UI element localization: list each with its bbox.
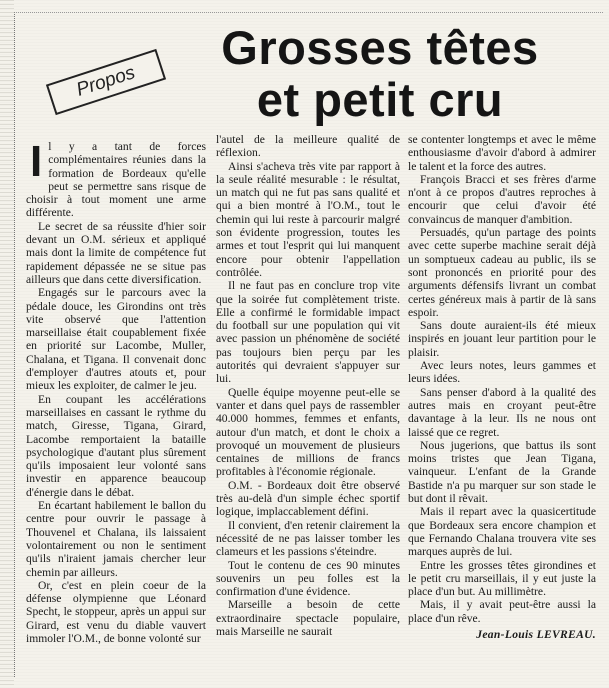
article-column-3 xyxy=(408,133,596,641)
scan-edge xyxy=(0,0,14,688)
article-column-2 xyxy=(216,133,400,638)
paragraph: Mais il repart avec la quasicertitude que Bordeaux sera encore champion et que Fernando Chalana trouvera vite ses marques auprès de lui. xyxy=(408,505,596,559)
paragraph: Tout le contenu de ces 90 minutes souvenirs un peu folles est la confirmation d'une évidence. xyxy=(216,558,400,599)
paragraph: O.M. - Bordeaux doit être observé très au-delà d'un simple échec sportif logique, implaccablement défini. xyxy=(216,478,400,519)
paragraph: Engagés sur le parcours avec la pédale douce, les Girondins ont très vite observé que l'attention marseillaise était coupablement fixée en priorité sur Lacombe, Muller, Chalana, et Tigana. Il convenait donc d'employer d'autres atouts et, pour mieux les exploiter, de calmer le jeu. xyxy=(26,286,206,393)
paragraph: Ainsi s'acheva très vite par rapport à la seule réalité mesurable : le résultat, un match qui ne fut pas sans qualité et qui a bien montré à l'O.M., tout le chemin qui lui reste à parcourir malgré son évidente progression, toutes les armes et tout l'esprit qui lui manquent encore pour obtenir l'appellation contrôlée. xyxy=(216,159,400,279)
headline-line-2: et petit cru xyxy=(256,73,504,126)
paragraph: En coupant les accélérations marseillaises en cassant le rythme du match, Giresse, Tigana, Girard, Lacombe remportaient la bataille psychologique d'autant plus sûrement qu'ils imposaient leur volonté sans investir en apparence beaucoup d'énergie dans le débat. xyxy=(26,392,206,499)
paragraph: En écartant habilement le ballon du centre pour ouvrir le passage à Thouvenel et Chalana, ils laissaient volontairement ou non le sentiment qu'ils n'iraient jamais chercher leur chemin par ailleurs. xyxy=(26,499,206,579)
paragraph: Mais, il y avait peut-être aussi la place d'un rêve. xyxy=(408,598,596,625)
paragraph: Entre les grosses têtes girondines et le petit cru marseillais, il y eut juste la place d'un but. Au millimètre. xyxy=(408,558,596,599)
drop-cap: I xyxy=(30,137,43,186)
paragraph: Persuadés, qu'un partage des points avec cette superbe machine serait déjà un somptueux cadeau au public, ils se sont prononcés en priorité pour des arguments défensifs livrant un combat certes généreux mais à partir de là sans espoir. xyxy=(408,226,596,319)
headline-line-1: Grosses têtes xyxy=(221,21,539,74)
section-tag: Propos xyxy=(46,49,166,115)
paragraph: Il ne faut pas en conclure trop vite que la soirée fut complètement triste. Elle a confirmé le formidable impact du football sur une population qui vit avec passion un phénomène de société pas toujours bien perçu par les autorités qui devraient s'appuyer sur lui. xyxy=(216,279,400,386)
paragraph: Or, c'est en plein coeur de la défense olympienne que Léonard Specht, le stoppeur, après un appui sur Girard, est venu du diable vauvert immoler l'O.M., de bonne volonté sur xyxy=(26,578,206,645)
paragraph: Marseille a besoin de cette extraordinaire spectacle populaire, mais Marseille ne saurait xyxy=(216,598,400,638)
paragraph: se contenter longtemps et avec le même enthousiasme d'avoir d'abord à admirer le talent et la force des autres. xyxy=(408,133,596,173)
article-column-1 xyxy=(26,137,206,645)
headline xyxy=(170,22,590,126)
paragraph: François Bracci et ses frères d'arme n'ont à ce propos d'autres reproches à encourir que celui d'avoir été convaincus de manquer d'ambition. xyxy=(408,172,596,226)
paragraph: Le secret de sa réussite d'hier soir devant un O.M. sérieux et appliqué mais dont la limite de compétence fut rapidement dépassée ne se situe pas ailleurs que dans cette diversification. xyxy=(26,219,206,286)
paragraph: Il convient, d'en retenir clairement la nécessité de ne pas laisser tomber les clameurs et les passions s'éteindre. xyxy=(216,518,400,559)
paragraph xyxy=(26,137,206,220)
paragraph: Avec leurs notes, leurs gammes et leurs idées. xyxy=(408,359,596,386)
paragraph-text: l y a tant de forces complémentaires réunies dans la formation de Bordeaux qu'elle peut se permettre sans risque de choisir à tout moment une arme différente. xyxy=(26,140,206,220)
paragraph: Quelle équipe moyenne peut-elle se vanter et dans quel pays de rassembler 40.000 hommes, femmes et enfants, autour d'un match, et dont le choix a provoqué un mouvement de plusieurs centaines de millions de francs profitables à l'économie régionale. xyxy=(216,385,400,479)
paragraph: Sans penser d'abord à la qualité des autres mais en croyant peut-être davantage à la leur. Ils ne nous ont laissé que ce regret. xyxy=(408,385,596,439)
paragraph: l'autel de la meilleure qualité de réflexion. xyxy=(216,133,400,160)
paragraph: Nous jugerions, que battus ils sont moins tristes que Jean Tigana, vainqueur. L'enfant de la Grande Bastide n'a pu marquer sur son stade le but dont il rêvait. xyxy=(408,438,596,506)
author-signature: Jean-Louis LEVREAU. xyxy=(476,627,596,641)
paragraph: Sans doute auraient-ils été mieux inspirés en jouant leur partition pour le plaisir. xyxy=(408,319,596,359)
